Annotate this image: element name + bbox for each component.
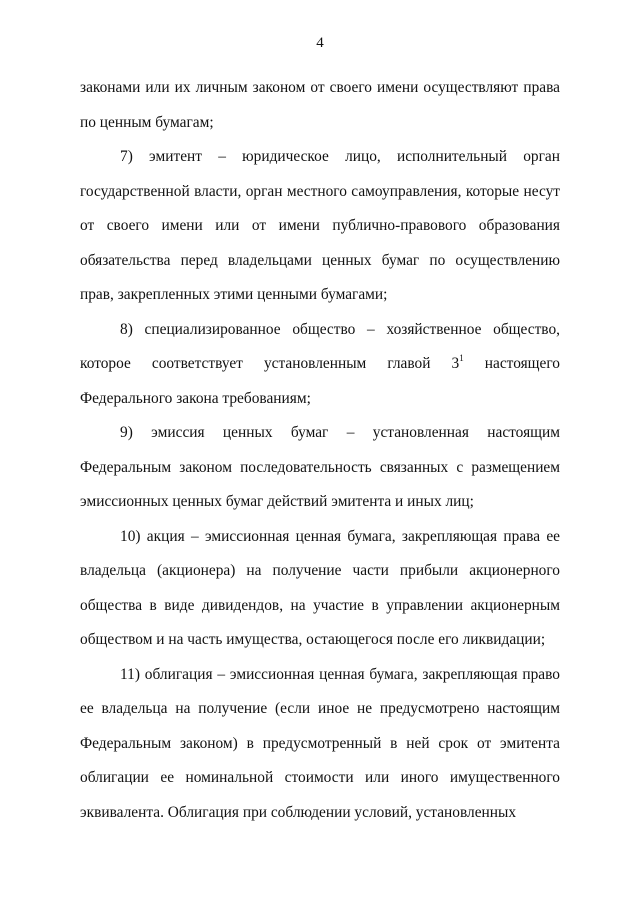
paragraph-11-bond: 11) облигация – эмиссионная ценная бумага, закрепляющая право ее владельца на получение (если иное не предусмотрено настоящим Федеральным законом) в предусмотренный в ней срок от эмитента облигации ее номинальной стоимости или иного имущественного эквивалента. Облигация при соблюдении условий, установленных — [80, 665, 560, 821]
paragraph-9-emission: 9) эмиссия ценных бумаг – установленная настоящим Федеральным законом последовательность связанных с размещением эмиссионных ценных бумаг действий эмитента и иных лиц; — [80, 424, 560, 510]
page-number: 4 — [316, 35, 324, 51]
paragraph-10-share: 10) акция – эмиссионная ценная бумага, закрепляющая права ее владельца (акционера) на получение части прибыли акционерного общества в виде дивидендов, на участие в управлении акционерным обществом и на часть имущества, остающегося после его ликвидации; — [80, 527, 560, 648]
paragraph-8-specialized-company — [80, 313, 560, 417]
paragraph-8-text-after: настоящего Федерального закона требованиям; — [80, 355, 560, 407]
paragraph-7-issuer: 7) эмитент – юридическое лицо, исполнительный орган государственной власти, орган местного самоуправления, которые несут от своего имени или от имени публично-правового образования обязательства перед владельцами ценных бумаг по осуществлению прав, закрепленных этими ценными бумагами; — [80, 148, 560, 303]
paragraph-continuation: законами или их личным законом от своего имени осуществляют права по ценным бумагам; — [80, 79, 560, 131]
document-body — [80, 71, 560, 830]
paragraph-8-text-before: 8) специализированное общество – хозяйственное общество, которое соответствует установленным главой 3 — [80, 320, 560, 372]
superscript-chapter-number: 1 — [459, 353, 464, 363]
